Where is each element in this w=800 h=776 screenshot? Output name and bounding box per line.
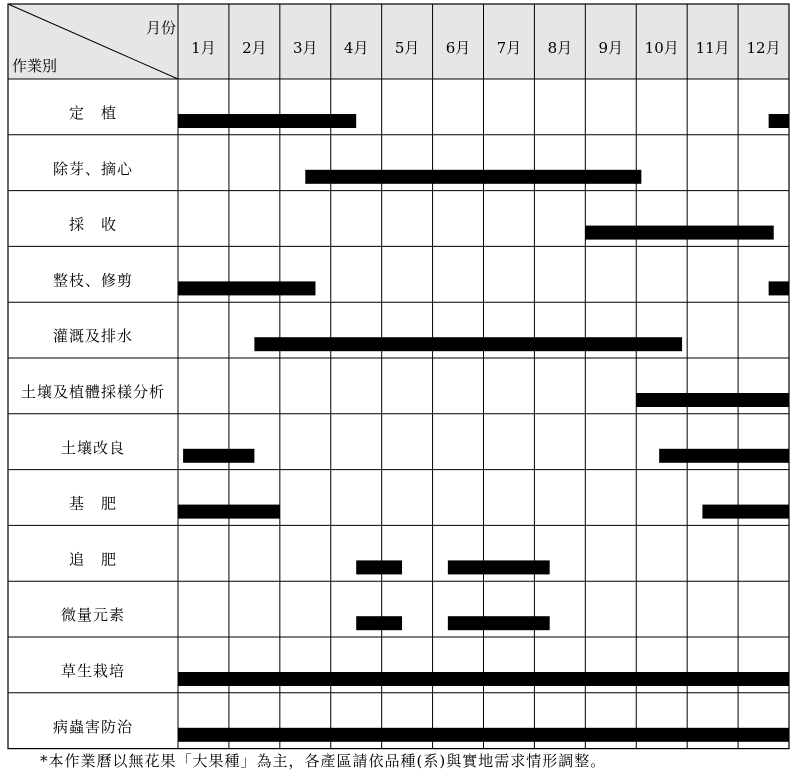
month-header: 11月 (695, 39, 730, 57)
task-label: 除芽、摘心 (52, 159, 134, 178)
month-header: 1月 (191, 39, 216, 57)
schedule-bar (702, 505, 789, 519)
grid-lines (8, 4, 789, 749)
task-label: 追 肥 (68, 550, 118, 569)
task-label: 草生栽培 (60, 662, 126, 680)
month-header: 8月 (547, 39, 573, 57)
task-label: 灌溉及排水 (52, 327, 134, 346)
schedule-bar (659, 449, 789, 463)
month-header: 5月 (394, 39, 420, 57)
schedule-bar (178, 728, 789, 742)
month-header: 10月 (644, 39, 679, 57)
schedule-bar (636, 393, 789, 407)
schedule-bar (356, 560, 402, 574)
schedule-bar (254, 337, 682, 351)
month-header: 3月 (293, 39, 318, 57)
schedule-bar (769, 114, 789, 128)
task-label: 病蟲害防治 (52, 717, 134, 736)
schedule-bar (356, 616, 402, 630)
task-labels (21, 104, 165, 736)
schedule-bar (448, 616, 550, 630)
schedule-bar (305, 170, 641, 184)
schedule-bar (178, 505, 280, 519)
task-label: 土壤改良 (60, 438, 126, 457)
month-header: 2月 (242, 39, 267, 57)
task-label: 整枝、修剪 (52, 271, 134, 290)
corner-task-label: 作業別 (12, 57, 58, 75)
schedule-bar (769, 281, 789, 295)
task-label: 基 肥 (68, 494, 118, 513)
task-label: 定 植 (68, 104, 118, 122)
schedule-bar (178, 281, 315, 295)
task-label: 採 收 (68, 215, 118, 234)
task-label: 土壤及植體採樣分析 (20, 383, 166, 401)
footnote: *本作業曆以無花果「大果種」為主，各產區請依品種(系)與實地需求情形調整。 (40, 752, 607, 770)
month-header: 9月 (598, 39, 624, 57)
corner-month-label: 月份 (146, 19, 177, 37)
schedule-bar (178, 114, 356, 128)
month-header: 12月 (746, 39, 781, 57)
month-header: 6月 (445, 39, 471, 57)
schedule-bar (448, 560, 550, 574)
schedule-bar (183, 449, 254, 463)
schedule-bar (585, 226, 773, 240)
month-header: 7月 (496, 39, 522, 57)
month-header: 4月 (343, 39, 369, 57)
schedule-bar (178, 672, 789, 686)
task-label: 微量元素 (60, 606, 126, 625)
